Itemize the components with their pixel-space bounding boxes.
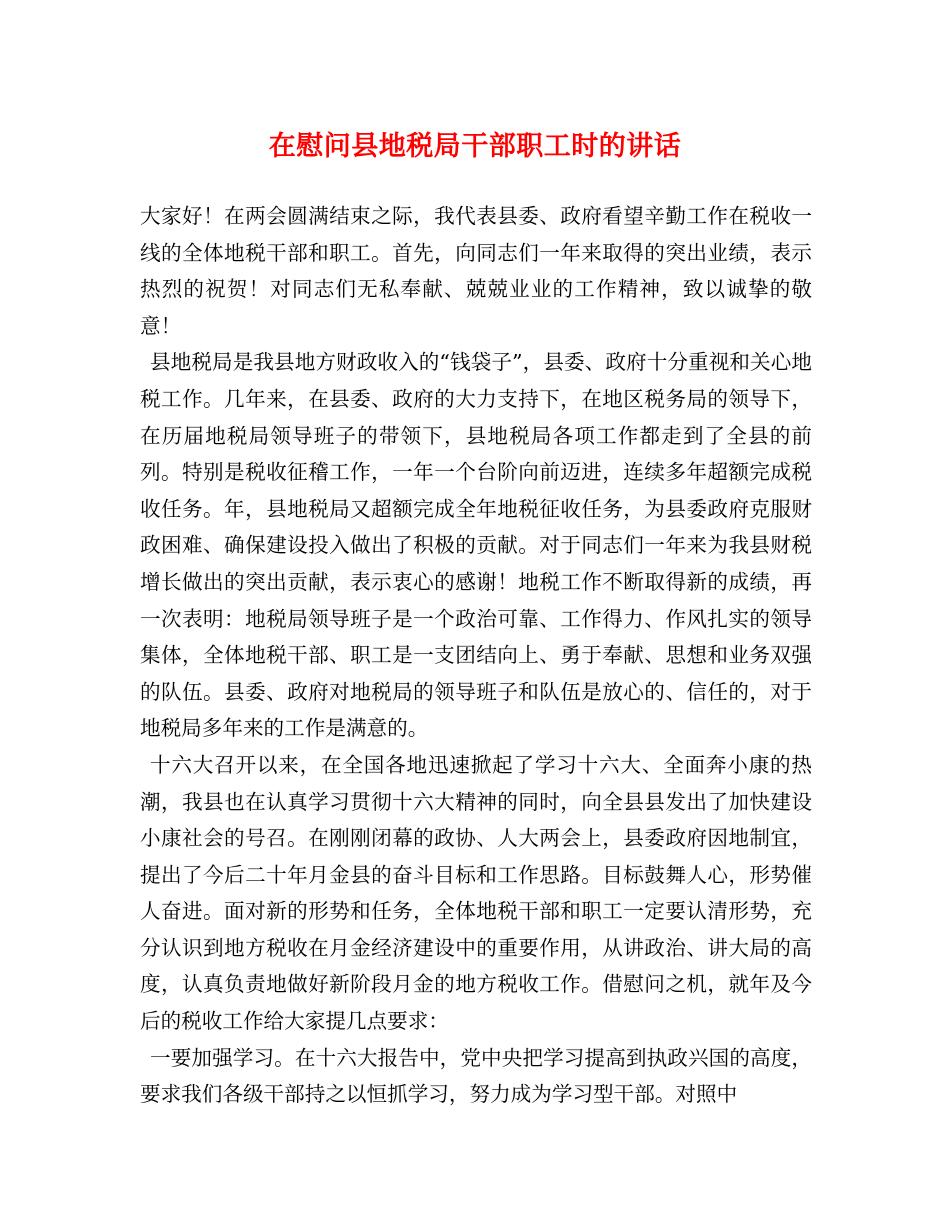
paragraph-greeting: 大家好！在两会圆满结束之际，我代表县委、政府看望辛勤工作在税收一线的全体地税干部和职工。首先，向同志们一年来取得的突出业绩，表示热烈的祝贺！对同志们无私奉献、兢兢业业的工作精神，致以诚挚的敬意！ bbox=[140, 204, 812, 338]
paragraph-sixteenth-congress: 十六大召开以来，在全国各地迅速掀起了学习十六大、全面奔小康的热潮，我县也在认真学习贯彻十六大精神的同时，向全县县发出了加快建设小康社会的号召。在刚刚闭幕的政协、人大两会上，县委政府因地制宜，提出了今后二十年月金县的奋斗目标和工作思路。目标鼓舞人心，形势催人奋进。面对新的形势和任务，全体地税干部和职工一定要认清形势，充分认识到地方税收在月金经济建设中的重要作用，从讲政治、讲大局的高度，认真负责地做好新阶段月金的地方税收工作。借慰问之机，就年及今后的税收工作给大家提几点要求： bbox=[140, 752, 812, 1034]
document-body bbox=[140, 198, 812, 1113]
paragraph-tax-bureau: 县地税局是我县地方财政收入的“钱袋子”，县委、政府十分重视和关心地税工作。几年来，在县委、政府的大力支持下，在地区税务局的领导下，在历届地税局领导班子的带领下，县地税局各项工作都走到了全县的前列。特别是税收征稽工作，一年一个台阶向前迈进，连续多年超额完成税收任务。年，县地税局又超额完成全年地税征收任务，为县委政府克服财政困难、确保建设投入做出了积极的贡献。对于同志们一年来为我县财税增长做出的突出贡献，表示衷心的感谢！地税工作不断取得新的成绩，再一次表明：地税局领导班子是一个政治可靠、工作得力、作风扎实的领导集体，全体地税干部、职工是一支团结向上、勇于奉献、思想和业务双强的队伍。县委、政府对地税局的领导班子和队伍是放心的、信任的，对于地税局多年来的工作是满意的。 bbox=[140, 350, 812, 741]
paragraph-requirement-study: 一要加强学习。在十六大报告中，党中央把学习提高到执政兴国的高度，要求我们各级干部持之以恒抓学习，努力成为学习型干部。对照中 bbox=[140, 1045, 812, 1107]
document-title: 在慰问县地税局干部职工时的讲话 bbox=[268, 131, 682, 162]
